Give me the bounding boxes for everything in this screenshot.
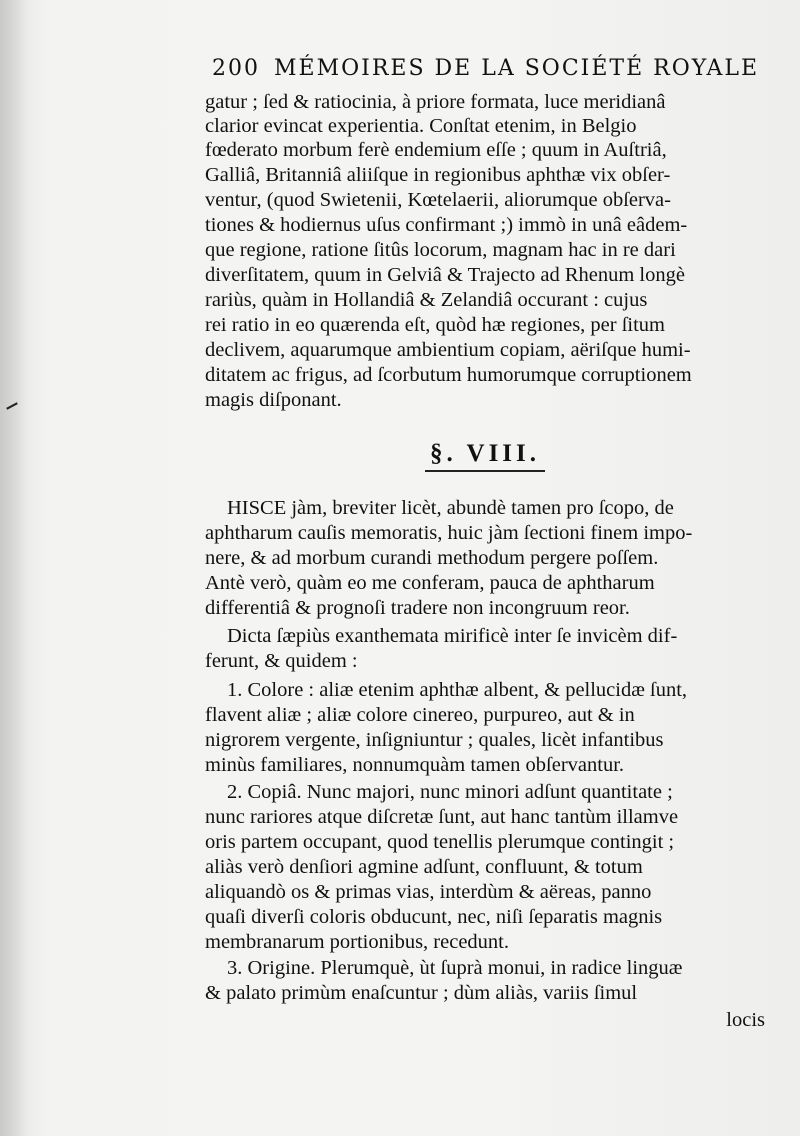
gutter-shadow: [0, 0, 28, 1136]
text-line: ventur, (quod Swietenii, Kœtelaerii, aliorumque obſerva-: [205, 189, 671, 211]
text-line: flavent aliæ ; aliæ colore cinereo, purpureo, aut & in: [205, 704, 635, 726]
text-line: HISCE jàm, breviter licèt, abundè tamen pro ſcopo, de: [227, 497, 674, 519]
catchword: locis: [726, 1009, 765, 1031]
text-line: & palato primùm enaſcuntur ; dùm aliàs, variis ſimul: [205, 982, 638, 1004]
text-line: nunc rariores atque diſcretæ ſunt, aut hanc tantùm illamve: [205, 806, 679, 828]
text-line: differentiâ & prognoſi tradere non incongruum reor.: [205, 597, 630, 619]
text-line: rariùs, quàm in Hollandiâ & Zelandiâ occurant : cujus: [205, 289, 648, 311]
text-line: 1. Colore : aliæ etenim aphthæ albent, & pellucidæ ſunt,: [227, 679, 688, 701]
text-line: 3. Origine. Plerumquè, ùt ſuprà monui, in radice linguæ: [227, 957, 683, 979]
page-number: 200: [212, 56, 260, 81]
text-line: nere, & ad morbum curandi methodum pergere poſſem.: [205, 547, 659, 569]
text-line: tiones & hodiernus uſus confirmant ;) immò in unâ eâdem-: [205, 214, 688, 236]
text-line: aphtharum cauſis memoratis, huic jàm ſectioni finem impo-: [205, 522, 693, 544]
text-line: rei ratio in eo quærenda eſt, quòd hæ regiones, per ſitum: [205, 314, 665, 336]
text-line: ditatem ac frigus, ad ſcorbutum humorumque corruptionem: [205, 364, 692, 386]
text-line: declivem, aquarumque ambientium copiam, aëriſque humi-: [205, 339, 691, 361]
text-line: oris partem occupant, quod tenellis plerumque contingit ;: [205, 831, 675, 853]
text-line: aliquandò os & primas vias, interdùm & aëreas, panno: [205, 881, 652, 903]
running-title: MÉMOIRES DE LA SOCIÉTÉ ROYALE: [274, 56, 760, 81]
text-line: Antè verò, quàm eo me conferam, pauca de aphtharum: [205, 572, 655, 594]
text-line: fœderato morbum ferè endemium eſſe ; quum in Auſtriâ,: [205, 139, 667, 161]
text-line: que regione, ratione ſitûs locorum, magnam hac in re dari: [205, 239, 676, 261]
text-line: diverſitatem, quum in Gelviâ & Trajecto ad Rhenum longè: [205, 264, 685, 286]
text-line: gatur ; ſed & ratiocinia, à priore formata, luce meridianâ: [205, 91, 666, 113]
text-line: aliàs verò denſiori agmine adſunt, confluunt, & totum: [205, 856, 643, 878]
text-line: magis diſponant.: [205, 389, 342, 411]
text-line: Dicta ſæpiùs exanthemata mirificè inter ſe invicèm dif-: [227, 625, 678, 647]
text-line: nigrorem vergente, inſigniuntur ; quales, licèt infantibus: [205, 729, 664, 751]
section-heading-text: §. VIII.: [429, 440, 541, 467]
section-heading: [205, 440, 765, 472]
text-line: 2. Copiâ. Nunc majori, nunc minori adſunt quantitate ;: [227, 781, 673, 803]
running-head: [212, 56, 772, 81]
text-line: Galliâ, Britanniâ aliiſque in regionibus aphthæ vix obſer-: [205, 164, 671, 186]
text-line: ferunt, & quidem :: [205, 650, 358, 672]
text-line: quaſi diverſi coloris obducunt, nec, niſi ſeparatis magnis: [205, 906, 663, 928]
text-line: clarior evincat experientia. Conſtat etenim, in Belgio: [205, 115, 637, 137]
text-line: minùs familiares, nonnumquàm tamen obſervantur.: [205, 754, 625, 776]
heading-underline: [425, 470, 545, 472]
text-line: membranarum portionibus, recedunt.: [205, 931, 509, 953]
